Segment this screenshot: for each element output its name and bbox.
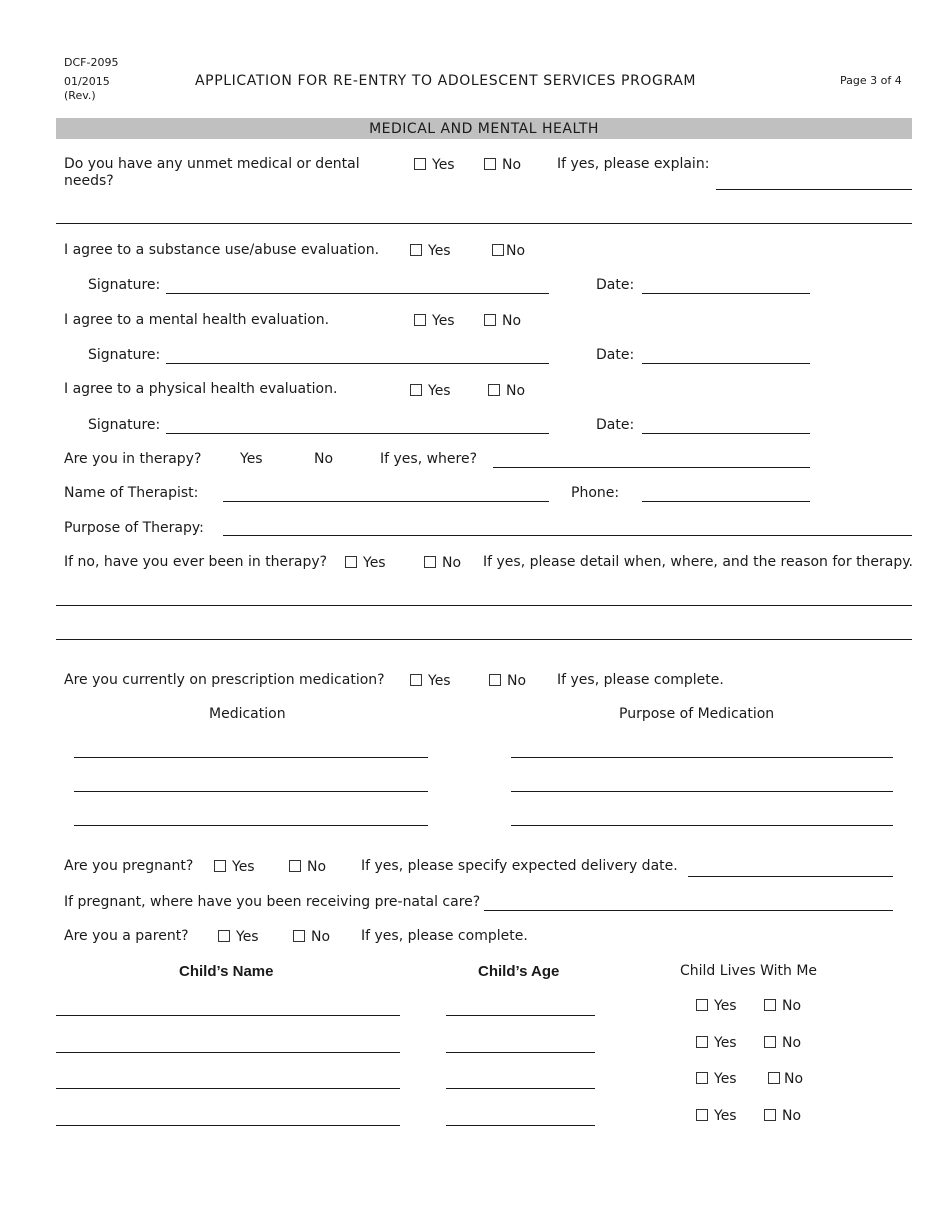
therapist-phone-field[interactable] [642, 501, 810, 502]
therapy-detail-field-2[interactable] [56, 639, 912, 640]
therapy-purpose-label: Purpose of Therapy: [64, 520, 204, 536]
child-name-field[interactable] [56, 1088, 400, 1089]
child-lives-column-header: Child Lives With Me [680, 963, 818, 979]
mental-eval-yes[interactable]: Yes [414, 313, 455, 329]
mental-signature-field[interactable] [166, 363, 549, 364]
parent-complete-label: If yes, please complete. [361, 928, 528, 944]
form-rev: (Rev.) [64, 89, 96, 102]
checkbox-icon[interactable] [488, 384, 500, 396]
substance-signature-label: Signature: [88, 277, 161, 293]
mental-date-field[interactable] [642, 363, 810, 364]
child-name-field[interactable] [56, 1052, 400, 1053]
checkbox-icon[interactable] [410, 674, 422, 686]
medication-name-field[interactable] [74, 825, 428, 826]
physical-date-field[interactable] [642, 433, 810, 434]
medication-purpose-field[interactable] [511, 825, 893, 826]
unmet-needs-yes[interactable]: Yes [414, 157, 455, 173]
checkbox-icon[interactable] [424, 556, 436, 568]
checkbox-icon[interactable] [768, 1072, 780, 1084]
pregnant-yes[interactable]: Yes [214, 859, 255, 875]
unmet-needs-no[interactable]: No [484, 157, 521, 173]
parent-no[interactable]: No [293, 929, 330, 945]
unmet-needs-explain-field[interactable] [716, 189, 912, 190]
checkbox-icon[interactable] [696, 1036, 708, 1048]
form-date: 01/2015 [64, 75, 110, 88]
unmet-needs-explain-label: If yes, please explain: [557, 156, 710, 172]
mental-signature-label: Signature: [88, 347, 161, 363]
divider [56, 223, 912, 224]
therapist-name-label: Name of Therapist: [64, 485, 199, 501]
checkbox-icon[interactable] [484, 158, 496, 170]
therapist-name-field[interactable] [223, 501, 549, 502]
section-title: MEDICAL AND MENTAL HEALTH [369, 121, 599, 137]
delivery-date-label: If yes, please specify expected delivery date. [361, 858, 678, 874]
physical-eval-no[interactable]: No [488, 383, 525, 399]
checkbox-icon[interactable] [414, 314, 426, 326]
medication-complete-label: If yes, please complete. [557, 672, 724, 688]
child-age-column-header: Child’s Age [478, 963, 560, 980]
checkbox-icon[interactable] [489, 674, 501, 686]
child-name-field[interactable] [56, 1015, 400, 1016]
substance-date-field[interactable] [642, 293, 810, 294]
child-lives-no[interactable]: No [768, 1071, 803, 1087]
physical-signature-label: Signature: [88, 417, 161, 433]
child-name-field[interactable] [56, 1125, 400, 1126]
pregnant-no[interactable]: No [289, 859, 326, 875]
medication-question: Are you currently on prescription medication? [64, 672, 385, 688]
child-lives-yes[interactable]: Yes [696, 998, 737, 1014]
medication-no[interactable]: No [489, 673, 526, 689]
checkbox-icon[interactable] [492, 244, 504, 256]
delivery-date-field[interactable] [688, 876, 893, 877]
checkbox-icon[interactable] [289, 860, 301, 872]
unmet-needs-question-line2: needs? [64, 173, 114, 189]
child-lives-yes[interactable]: Yes [696, 1035, 737, 1051]
child-lives-yes[interactable]: Yes [696, 1108, 737, 1124]
medication-column-header: Medication [209, 706, 286, 722]
medication-yes[interactable]: Yes [410, 673, 451, 689]
therapy-yes[interactable]: Yes [240, 451, 263, 467]
checkbox-icon[interactable] [764, 999, 776, 1011]
checkbox-icon[interactable] [293, 930, 305, 942]
therapy-no[interactable]: No [314, 451, 334, 467]
physical-eval-yes[interactable]: Yes [410, 383, 451, 399]
checkbox-icon[interactable] [696, 999, 708, 1011]
medication-purpose-field[interactable] [511, 757, 893, 758]
therapy-purpose-field[interactable] [223, 535, 912, 536]
child-lives-no[interactable]: No [764, 998, 801, 1014]
pregnant-question: Are you pregnant? [64, 858, 194, 874]
parent-question: Are you a parent? [64, 928, 189, 944]
unmet-needs-question-line1: Do you have any unmet medical or dental [64, 156, 360, 172]
medication-name-field[interactable] [74, 757, 428, 758]
prenatal-care-field[interactable] [484, 910, 893, 911]
checkbox-icon[interactable] [218, 930, 230, 942]
medication-purpose-field[interactable] [511, 791, 893, 792]
substance-eval-question: I agree to a substance use/abuse evaluation. [64, 242, 380, 258]
mental-eval-no[interactable]: No [484, 313, 521, 329]
page-number: Page 3 of 4 [840, 74, 902, 87]
therapy-detail-label: If yes, please detail when, where, and the reason for therapy. [483, 554, 914, 570]
substance-date-label: Date: [596, 277, 635, 293]
therapy-question: Are you in therapy? [64, 451, 202, 467]
checkbox-icon[interactable] [414, 158, 426, 170]
mental-date-label: Date: [596, 347, 635, 363]
checkbox-icon[interactable] [484, 314, 496, 326]
therapy-detail-field-1[interactable] [56, 605, 912, 606]
form-id: DCF-2095 [64, 56, 119, 69]
checkbox-icon[interactable] [214, 860, 226, 872]
parent-yes[interactable]: Yes [218, 929, 259, 945]
child-age-field[interactable] [446, 1088, 595, 1089]
checkbox-icon[interactable] [764, 1036, 776, 1048]
checkbox-icon[interactable] [410, 244, 422, 256]
child-lives-no[interactable]: No [764, 1035, 801, 1051]
child-age-field[interactable] [446, 1125, 595, 1126]
child-age-field[interactable] [446, 1052, 595, 1053]
child-age-field[interactable] [446, 1015, 595, 1016]
physical-date-label: Date: [596, 417, 635, 433]
therapist-phone-label: Phone: [571, 485, 620, 501]
substance-eval-yes[interactable]: Yes [410, 243, 451, 259]
therapy-ever-question: If no, have you ever been in therapy? [64, 554, 328, 570]
therapy-where-field[interactable] [493, 467, 810, 468]
child-lives-yes[interactable]: Yes [696, 1071, 737, 1087]
checkbox-icon[interactable] [410, 384, 422, 396]
physical-eval-question: I agree to a physical health evaluation. [64, 381, 338, 397]
therapy-ever-yes[interactable]: Yes [345, 555, 386, 571]
checkbox-icon[interactable] [764, 1109, 776, 1121]
medication-name-field[interactable] [74, 791, 428, 792]
medication-purpose-column-header: Purpose of Medication [619, 706, 775, 722]
mental-eval-question: I agree to a mental health evaluation. [64, 312, 330, 328]
checkbox-icon[interactable] [696, 1072, 708, 1084]
child-name-column-header: Child’s Name [179, 963, 274, 980]
physical-signature-field[interactable] [166, 433, 549, 434]
substance-signature-field[interactable] [166, 293, 549, 294]
section-header [56, 118, 912, 139]
child-lives-no[interactable]: No [764, 1108, 801, 1124]
form-title: APPLICATION FOR RE-ENTRY TO ADOLESCENT SERVICES PROGRAM [195, 73, 697, 89]
therapy-ever-no[interactable]: No [424, 555, 461, 571]
checkbox-icon[interactable] [696, 1109, 708, 1121]
substance-eval-no[interactable]: No [492, 243, 525, 259]
prenatal-care-label: If pregnant, where have you been receiving pre-natal care? [64, 894, 481, 910]
checkbox-icon[interactable] [345, 556, 357, 568]
therapy-where-label: If yes, where? [380, 451, 478, 467]
